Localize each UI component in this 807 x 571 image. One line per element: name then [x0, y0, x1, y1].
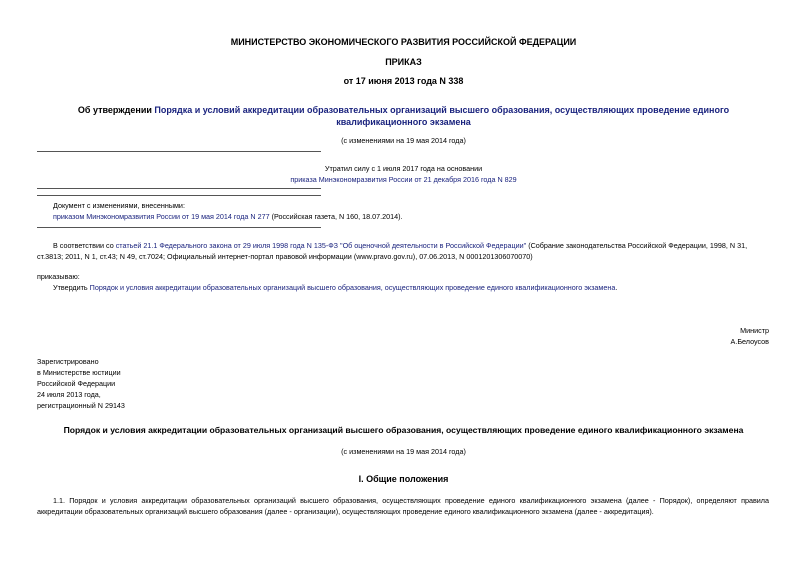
paragraph-1-1-line1: 1.1. Порядок и условия аккредитации образовательных организаций высшего образования, осуществляющих проведение единого квалификационного экзамена (далее - Порядок), определяют правила — [53, 496, 769, 505]
ministry-heading: МИНИСТЕРСТВО ЭКОНОМИЧЕСКОГО РАЗВИТИЯ РОССИЙСКОЙ ФЕДЕРАЦИИ — [230, 37, 577, 47]
registration-line: Зарегистрировано — [37, 357, 99, 366]
document-type: ПРИКАЗ — [385, 57, 422, 67]
paragraph-1-1-line2: аккредитации образовательных организаций высшего образования (далее - организации), осуществляющих проведение единого квалификационного экзамена (далее - аккредитация). — [37, 507, 654, 516]
amendment-note: (с изменениями на 19 мая 2014 года) — [341, 136, 466, 145]
basis-link[interactable]: статьей 21.1 Федерального закона от 29 июля 1998 года N 135-ФЗ "Об оценочной деятельности в Российской Федерации" — [115, 241, 527, 250]
basis-prefix: В соответствии со — [53, 241, 116, 250]
basis-suffix: (Собрание законодательства Российской Федерации, 1998, N 31, — [526, 241, 748, 250]
order-prefix: Утвердить — [53, 283, 90, 292]
section-amendment-note: (с изменениями на 19 мая 2014 года) — [341, 447, 466, 456]
registration-line: в Министерстве юстиции — [37, 368, 121, 377]
divider — [37, 227, 321, 228]
order-suffix: . — [615, 283, 618, 292]
lost-force-text: Утратил силу с 1 июля 2017 года на основании — [324, 164, 483, 173]
changes-label: Документ с изменениями, внесенными: — [53, 201, 185, 210]
document-title-line2 — [0, 116, 807, 128]
order-label: приказываю: — [37, 272, 80, 281]
registration-line: Российской Федерации — [37, 379, 116, 388]
order-line — [53, 282, 617, 293]
title-prefix: Об утверждении — [77, 105, 155, 115]
title-link-cont[interactable]: квалификационного экзамена — [336, 117, 471, 127]
registration-line: 24 июля 2013 года, — [37, 390, 101, 399]
registration-block — [37, 356, 125, 411]
basis-line2: ст.3813; 2011, N 1, ст.43; N 49, ст.7024; Официальный интернет-портал правовой информации (www.pravo.gov.ru), 07.06.2013, N 0001201306070070) — [37, 252, 533, 261]
document-title — [0, 104, 807, 116]
changes-link[interactable]: приказом Минэкономразвития России от 19 мая 2014 года N 277 — [53, 212, 270, 221]
basis-line1 — [53, 240, 769, 251]
signature-name: А.Белоусов — [730, 337, 769, 346]
title-link[interactable]: Порядка и условий аккредитации образовательных организаций высшего образования, осуществляющих проведение единого — [154, 105, 730, 115]
chapter-heading: I. Общие положения — [358, 474, 449, 484]
changes-line — [53, 211, 403, 222]
divider — [37, 195, 321, 196]
lost-force-line — [0, 174, 807, 185]
lost-force-link[interactable]: приказа Минэкономразвития России от 21 декабря 2016 года N 829 — [290, 175, 517, 184]
order-link[interactable]: Порядок и условия аккредитации образовательных организаций высшего образования, осуществляющих проведение единого квалификационного экзамена — [89, 283, 616, 292]
changes-suffix: (Российская газета, N 160, 18.07.2014). — [269, 212, 403, 221]
signature-position: Министр — [740, 326, 769, 335]
document-date: от 17 июня 2013 года N 338 — [343, 76, 464, 86]
divider — [37, 151, 321, 152]
section-title: Порядок и условия аккредитации образовательных организаций высшего образования, осуществляющих проведение единого квалификационного экзамена — [63, 425, 744, 435]
registration-line: регистрационный N 29143 — [37, 401, 125, 410]
divider — [37, 188, 321, 189]
